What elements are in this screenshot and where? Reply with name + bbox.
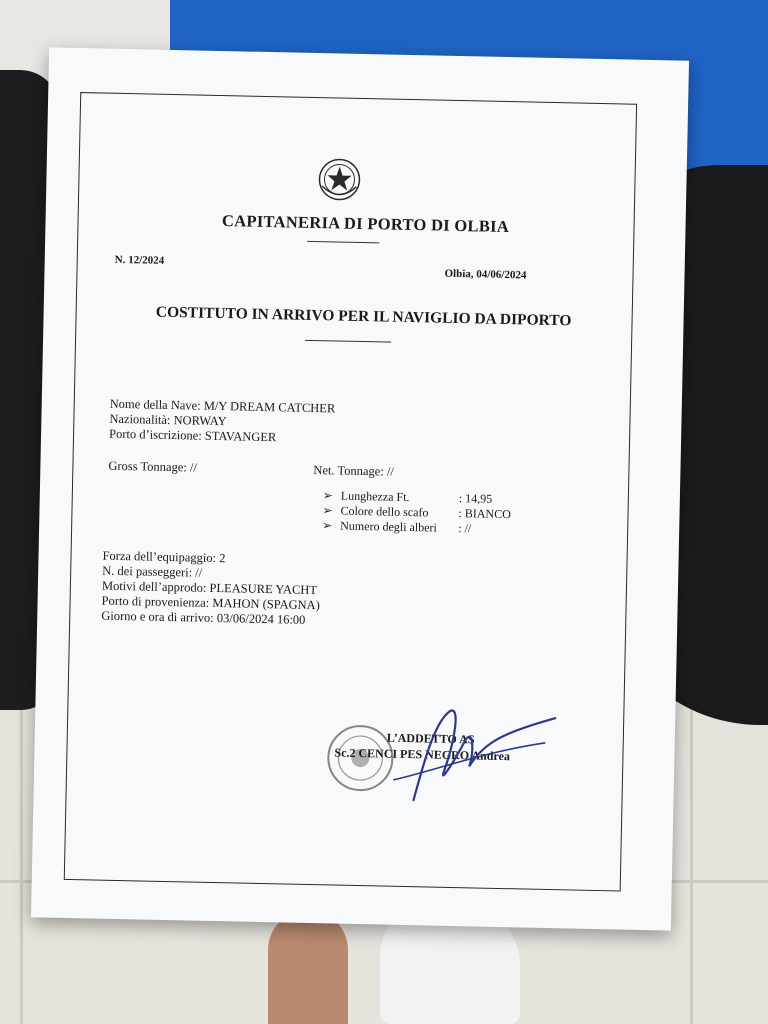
spec-label: Lunghezza Ft.	[340, 488, 410, 505]
vessel-nationality: Nazionalità: NORWAY	[109, 411, 227, 429]
spec-value: : //	[458, 521, 472, 536]
background-leg	[268, 910, 348, 1024]
arrival-datetime: Giorno e ora di arrivo: 03/06/2024 16:00	[101, 608, 306, 627]
signatory-role: L’ADDETTO AS	[386, 730, 475, 747]
arrow-bullet-icon: ➢	[322, 503, 333, 518]
document-number: N. 12/2024	[114, 253, 165, 267]
net-tonnage: Net. Tonnage: //	[313, 463, 395, 479]
spec-label: Numero degli alberi	[340, 518, 437, 535]
place-date: Olbia, 04/06/2024	[444, 267, 527, 282]
arrow-bullet-icon: ➢	[322, 488, 334, 503]
handwritten-signature-icon	[353, 699, 565, 813]
spec-item-masts	[322, 518, 471, 536]
gross-tonnage: Gross Tonnage: //	[108, 458, 198, 475]
origin-port: Porto di provenienza: MAHON (SPAGNA)	[101, 593, 320, 613]
authority-title: CAPITANERIA DI PORTO DI OLBIA	[221, 211, 510, 237]
italian-republic-emblem-icon	[316, 156, 363, 203]
spec-label: Colore dello scafo	[340, 503, 429, 520]
spec-value: : BIANCO	[458, 506, 511, 522]
signatory-name: Sc.2 CENCI PES NEGRO Andrea	[334, 745, 511, 764]
document-title: COSTITUTO IN ARRIVO PER IL NAVIGLIO DA DIPORTO	[155, 303, 572, 330]
floor-tile-line	[20, 700, 23, 1024]
document-paper	[31, 47, 689, 930]
vessel-registry-port: Porto d’iscrizione: STAVANGER	[108, 426, 277, 445]
crew-count: Forza dell’equipaggio: 2	[102, 548, 226, 566]
spec-value: : 14,95	[458, 491, 493, 506]
floor-tile-line	[690, 700, 693, 1024]
vessel-name: Nome della Nave: M/Y DREAM CATCHER	[109, 396, 336, 416]
passenger-count: N. dei passeggeri: //	[102, 563, 203, 580]
arrival-reason: Motivi dell’approdo: PLEASURE YACHT	[101, 578, 318, 598]
arrow-bullet-icon: ➢	[322, 518, 333, 533]
